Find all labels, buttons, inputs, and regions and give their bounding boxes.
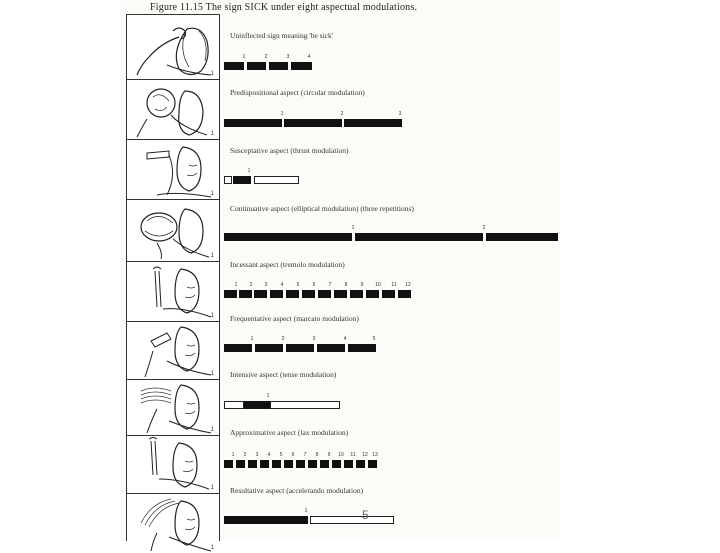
bar-segment [334, 290, 347, 298]
tick-label: 7 [303, 452, 307, 458]
aspect-label: Resultative aspect (accelerando modulation) [230, 486, 364, 495]
bar-segment [366, 290, 379, 298]
tick-label: 1 [280, 111, 284, 117]
tick-label: 3 [264, 282, 268, 288]
bar-segment [296, 460, 305, 468]
tick-label: 4 [343, 336, 347, 342]
aspect-label: Susceptative aspect (thrust modulation) [230, 146, 349, 155]
tick-label: 4 [307, 54, 311, 60]
tick-label: 3 [255, 452, 259, 458]
bar-segment [224, 62, 244, 70]
aspect-label: Frequentative aspect (marcato modulation) [230, 314, 359, 323]
signer-illustration [127, 261, 219, 321]
tick-label: 8 [315, 452, 319, 458]
bar-segment [270, 290, 283, 298]
tick-label: 5 [296, 282, 300, 288]
tick-label: 10 [338, 452, 344, 458]
frame-incessant [127, 261, 219, 322]
timing-bar [224, 282, 412, 298]
bar-segment [355, 233, 483, 241]
bar-segment [302, 290, 315, 298]
bar-segment [224, 290, 237, 298]
tick-label: 1 [234, 282, 238, 288]
bar-segment [224, 233, 352, 241]
bar-segment [247, 62, 266, 70]
bar-segment [224, 176, 232, 184]
tick-label: 2 [281, 336, 285, 342]
tick-label: 2 [264, 54, 268, 60]
bar-segment [348, 344, 376, 352]
frame-resultative [127, 493, 219, 553]
bar-segment [286, 290, 299, 298]
tick-label: 11 [391, 282, 397, 288]
bar-segment [286, 344, 314, 352]
aspect-label: Intensive aspect (tense modulation) [230, 370, 337, 379]
signer-illustration [127, 199, 219, 261]
page-number: 5 [362, 508, 369, 522]
illustration-column [126, 14, 220, 551]
bar-segment [236, 460, 245, 468]
signer-illustration [127, 15, 219, 79]
bar-segment [254, 176, 299, 184]
bar-segment [260, 460, 269, 468]
frame-number: 1 [210, 427, 214, 433]
frame-uninflected [127, 15, 219, 80]
bar-segment [248, 460, 257, 468]
tick-label: 2 [249, 282, 253, 288]
bar-segment [344, 460, 353, 468]
bar-segment [310, 516, 394, 524]
aspect-label: Predispositional aspect (circular modulation) [230, 88, 365, 97]
tick-label: 3 [398, 111, 402, 117]
tick-label: 3 [312, 336, 316, 342]
frame-frequentative [127, 321, 219, 380]
bar-segment [317, 344, 345, 352]
timing-bar [224, 336, 377, 352]
tick-label: 11 [350, 452, 356, 458]
bar-segment [332, 460, 341, 468]
bar-segment [269, 62, 288, 70]
bar-segment [224, 119, 282, 127]
tick-label: 7 [328, 282, 332, 288]
bar-segment [350, 290, 363, 298]
bar-segment [291, 62, 312, 70]
aspect-label: Incessant aspect (tremolo modulation) [230, 260, 345, 269]
tick-label: 1 [351, 225, 355, 231]
bar-segment [239, 290, 252, 298]
bar-segment [398, 290, 411, 298]
timing-bar [224, 225, 558, 241]
tick-label: 1 [247, 168, 251, 174]
bar-segment [356, 460, 365, 468]
tick-label: 6 [312, 282, 316, 288]
tick-label: 1 [266, 393, 270, 399]
tick-label: 1 [304, 508, 308, 514]
tick-label: 6 [291, 452, 295, 458]
signer-illustration [127, 139, 219, 199]
bar-segment [368, 460, 377, 468]
frame-number: 1 [210, 545, 214, 551]
bar-segment [224, 344, 252, 352]
bar-segment [318, 290, 331, 298]
aspect-label: Uninflected sign meaning 'be sick' [230, 31, 334, 40]
frame-susceptative [127, 139, 219, 200]
tick-label: 8 [344, 282, 348, 288]
tick-label: 4 [267, 452, 271, 458]
bar-segment [344, 119, 402, 127]
frame-number: 1 [210, 131, 214, 137]
frame-number: 1 [210, 71, 214, 77]
bar-segment [224, 401, 244, 409]
frame-number: 1 [210, 191, 214, 197]
frame-number: 1 [210, 253, 214, 259]
bar-segment [320, 460, 329, 468]
signer-illustration [127, 493, 219, 553]
bar-segment [486, 233, 558, 241]
bar-segment [224, 516, 308, 524]
signer-illustration [127, 79, 219, 139]
bar-segment [270, 401, 340, 409]
aspect-label: Approximative aspect (lax modulation) [230, 428, 349, 437]
frame-predispositional [127, 79, 219, 140]
tick-label: 2 [243, 452, 247, 458]
frame-number: 1 [210, 313, 214, 319]
tick-label: 1 [242, 54, 246, 60]
figure-title: Figure 11.15 The sign SICK under eight aspectual modulations. [150, 2, 418, 13]
signer-illustration [127, 435, 219, 493]
bar-segment [382, 290, 395, 298]
timing-bar [224, 54, 314, 70]
frame-number: 1 [210, 371, 214, 377]
bar-segment [255, 344, 283, 352]
timing-bar [224, 168, 300, 184]
tick-label: 5 [279, 452, 283, 458]
tick-label: 5 [372, 336, 376, 342]
aspect-label: Continuative aspect (elliptical modulation) (three repetitions) [230, 204, 414, 213]
frame-intensive [127, 379, 219, 436]
bar-segment [244, 401, 270, 409]
timing-bar [224, 111, 402, 127]
bar-segment [284, 460, 293, 468]
tick-label: 10 [375, 282, 381, 288]
bar-segment [272, 460, 281, 468]
tick-label: 12 [362, 452, 368, 458]
timing-bar [224, 393, 340, 409]
tick-label: 4 [280, 282, 284, 288]
tick-label: 9 [360, 282, 364, 288]
frame-continuative [127, 199, 219, 262]
timing-bar [224, 452, 378, 468]
bar-segment [254, 290, 267, 298]
bar-segment [233, 176, 251, 184]
bar-segment [224, 460, 233, 468]
bar-segment [308, 460, 317, 468]
tick-label: 1 [250, 336, 254, 342]
tick-label: 3 [286, 54, 290, 60]
tick-label: 12 [405, 282, 411, 288]
signer-illustration [127, 379, 219, 435]
tick-label: 2 [340, 111, 344, 117]
bar-segment [284, 119, 342, 127]
frame-approximative [127, 435, 219, 494]
tick-label: 2 [482, 225, 486, 231]
tick-label: 9 [327, 452, 331, 458]
tick-label: 13 [372, 452, 378, 458]
signer-illustration [127, 321, 219, 379]
tick-label: 1 [231, 452, 235, 458]
frame-number: 1 [210, 485, 214, 491]
